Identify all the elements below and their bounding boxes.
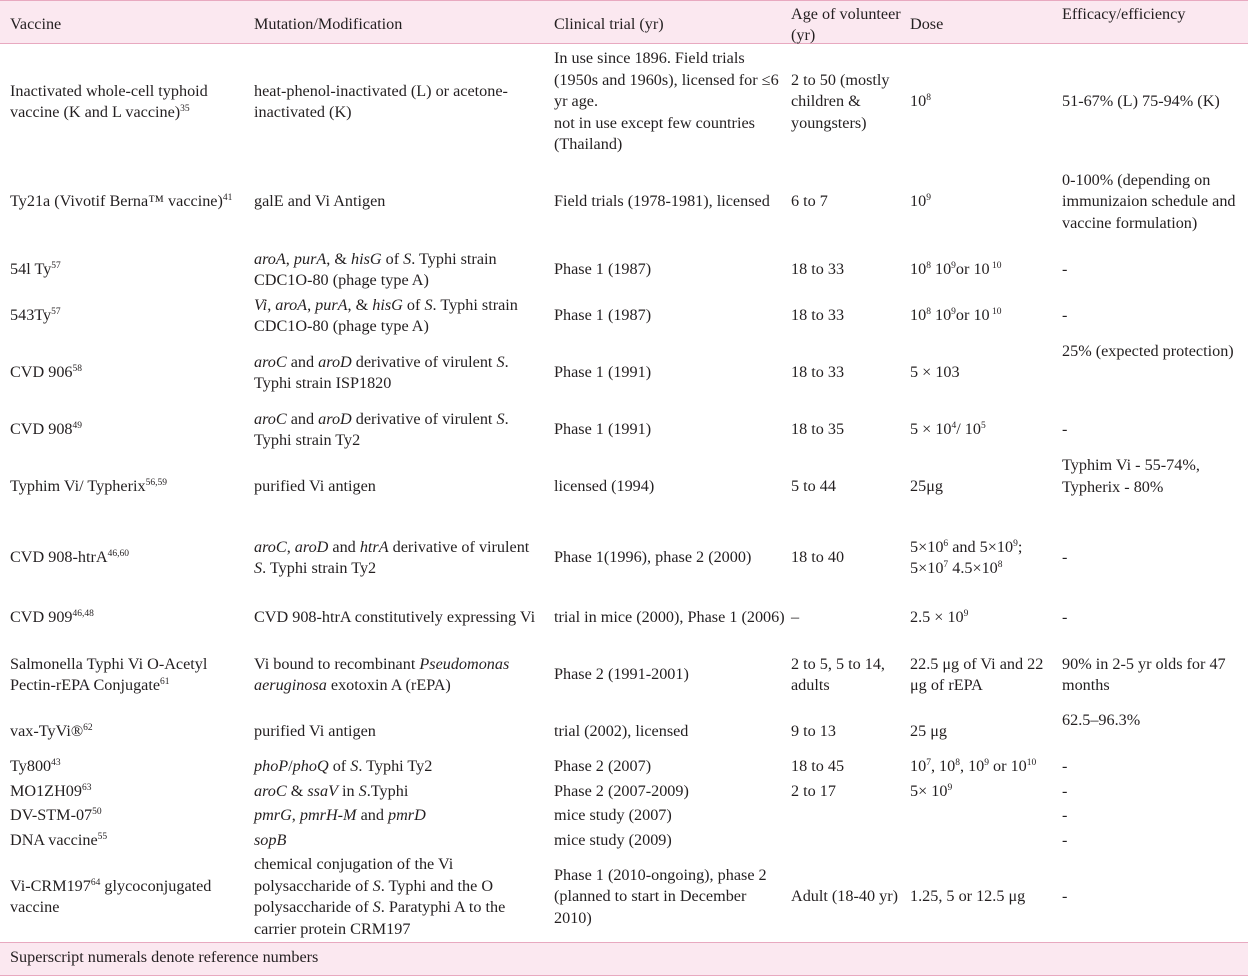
cell-efficacy: - xyxy=(1062,757,1068,775)
cell-trial: trial in mice (2000), Phase 1 (2006) xyxy=(554,608,785,626)
cell-mutation: purified Vi antigen xyxy=(254,477,376,495)
cell-dose: 25μg xyxy=(910,477,943,495)
cell-age: 18 to 33 xyxy=(791,363,845,381)
cell-dose: 1.25, 5 or 12.5 μg xyxy=(910,887,1026,905)
cell-trial: Phase 1 (1991) xyxy=(554,420,652,438)
cell-trial: In use since 1896. Field trials (1950s and 1960s), licensed for ≤6 yr age. not in use except few countries (Thailand) xyxy=(554,49,779,154)
cell-dose: $10^8$ xyxy=(910,92,931,110)
cell-efficacy: - xyxy=(1062,887,1068,905)
cell-trial: mice study (2009) xyxy=(554,831,672,849)
footnote-text: Superscript numerals denote reference numbers xyxy=(10,948,319,966)
cell-mutation: aroA, purA, & hisG of S. Typhi strain CDC1O-80 (phage type A) xyxy=(254,249,497,290)
cell-mutation: CVD 908-htrA constitutively expressing Vi xyxy=(254,608,536,626)
cell-efficacy: 62.5–96.3% xyxy=(1062,711,1141,729)
cell-age: 18 to 45 xyxy=(791,757,845,775)
cell-mutation: aroC, aroD and htrA derivative of virulent S. Typhi strain Ty2 xyxy=(254,537,530,578)
cell-mutation: sopB xyxy=(254,831,287,849)
cell-age: 2 to 50 (mostly children & youngsters) xyxy=(791,70,890,132)
cell-trial: Phase 2 (1991-2001) xyxy=(554,665,689,683)
cell-trial: Phase 1 (1987) xyxy=(554,306,652,324)
cell-trial: mice study (2007) xyxy=(554,806,672,824)
cell-age: 2 to 5, 5 to 14, adults xyxy=(791,654,885,695)
header-age: Age of volunteer (yr) xyxy=(791,5,901,44)
cell-vaccine: $Vi-CRM197^{64}$ glycoconjugated vaccine xyxy=(10,876,212,917)
cell-age: 9 to 13 xyxy=(791,722,836,740)
cell-vaccine: 543Ty$^{57}$ xyxy=(10,306,61,324)
cell-vaccine: Typhim Vi/ Typherix$^{56,59}$ xyxy=(10,477,167,495)
cell-mutation: aroC and aroD derivative of virulent S. Typhi strain Ty2 xyxy=(254,409,509,450)
cell-vaccine: CVD $906^{58}$ xyxy=(10,363,83,381)
cell-vaccine: vax-TyVi®$^{62}$ xyxy=(10,722,93,740)
cell-dose: 5 × 103 xyxy=(910,363,960,381)
header-dose: Dose xyxy=(910,15,944,33)
cell-efficacy: - xyxy=(1062,806,1068,824)
cell-dose: $10^8$ $10^9or$ 10 $^{10}$ xyxy=(910,260,1002,278)
cell-mutation: purified Vi antigen xyxy=(254,722,376,740)
cell-vaccine: DNA vaccine$^{55}$ xyxy=(10,831,108,849)
cell-efficacy: - xyxy=(1062,608,1068,626)
cell-mutation: chemical conjugation of the Vi polysaccharide of S. Typhi and the O polysaccharide of S. Paratyphi A to the carrier protein CRM197 xyxy=(254,855,506,938)
cell-dose: 25 μg xyxy=(910,722,948,740)
header-clinical-trial: Clinical trial (yr) xyxy=(554,15,664,33)
cell-age: 18 to 33 xyxy=(791,260,845,278)
cell-age: 6 to 7 xyxy=(791,192,828,210)
cell-age: Adult (18-40 yr) xyxy=(791,887,898,905)
cell-age: – xyxy=(791,608,800,626)
cell-efficacy: 0-100% (depending on immunizaion schedule and vaccine formulation) xyxy=(1062,170,1236,232)
cell-efficacy: - xyxy=(1062,420,1068,438)
cell-age: 5 to 44 xyxy=(791,477,836,495)
cell-age: 18 to 33 xyxy=(791,306,845,324)
cell-efficacy: - xyxy=(1062,782,1068,800)
cell-trial: Field trials (1978-1981), licensed xyxy=(554,192,770,210)
cell-dose: $10^8$ $10^9or$ 10 $^{10}$ xyxy=(910,306,1002,324)
cell-trial: Phase 2 (2007-2009) xyxy=(554,782,689,800)
cell-efficacy: 25% (expected protection) xyxy=(1062,342,1234,360)
cell-mutation: aroC and aroD derivative of virulent S. Typhi strain ISP1820 xyxy=(254,352,509,393)
cell-age: 2 to 17 xyxy=(791,782,836,800)
cell-vaccine: $MO1ZH09^{63}$ xyxy=(10,782,92,800)
cell-mutation: Vi bound to recombinant Pseudomonas aeruginosa exotoxin A (rEPA) xyxy=(254,654,510,695)
cell-efficacy: - xyxy=(1062,306,1068,324)
cell-vaccine: CVD 908-htrA$^{46,60}$ xyxy=(10,548,129,566)
cell-efficacy: Typhim Vi - 55-74%, Typherix - 80% xyxy=(1062,456,1200,496)
cell-trial: Phase 2 (2007) xyxy=(554,757,652,775)
cell-efficacy: 51-67% (L) 75-94% (K) xyxy=(1062,92,1220,110)
cell-mutation: pmrG, pmrH-M and pmrD xyxy=(254,806,426,824)
cell-trial: Phase 1 (1987) xyxy=(554,260,652,278)
cell-vaccine: $Ty800^{43}$ xyxy=(10,757,61,775)
cell-efficacy: - xyxy=(1062,548,1068,566)
table-header xyxy=(0,0,1248,44)
header-vaccine: Vaccine xyxy=(10,15,62,33)
cell-vaccine: Inactivated whole-cell typhoid vaccine (K and L vaccine)$^{35}$ xyxy=(10,81,208,122)
cell-vaccine: CVD 909$^{46,48}$ xyxy=(10,608,94,626)
cell-trial: Phase 1(1996), phase 2 (2000) xyxy=(554,548,752,566)
cell-age: 18 to 35 xyxy=(791,420,845,438)
cell-trial: licensed (1994) xyxy=(554,477,655,495)
cell-mutation: heat-phenol-inactivated (L) or acetone-inactivated (K) xyxy=(254,81,508,122)
header-mutation: Mutation/Modification xyxy=(254,15,403,33)
cell-dose: $10^7$, $10^8$, $10^9$ or $10^{10}$ xyxy=(910,757,1037,775)
cell-efficacy: 90% in 2-5 yr olds for 47 months xyxy=(1062,654,1226,695)
cell-vaccine: Ty21a (Vivotif Berna™ vaccine)$^{41}$ xyxy=(10,192,233,210)
cell-efficacy: - xyxy=(1062,831,1068,849)
cell-efficacy: - xyxy=(1062,260,1068,278)
cell-mutation: phoP/phoQ of S. Typhi Ty2 xyxy=(254,757,433,775)
cell-dose: $2.5 \times 10^9$ xyxy=(910,608,969,626)
cell-vaccine: CVD $908^{49}$ xyxy=(10,420,83,438)
cell-trial: trial (2002), licensed xyxy=(554,722,689,740)
cell-trial: Phase 1 (1991) xyxy=(554,363,652,381)
cell-trial: Phase 1 (2010-ongoing), phase 2 (planned to start in December 2010) xyxy=(554,865,767,927)
cell-age: 18 to 40 xyxy=(791,548,845,566)
cell-mutation: galE and Vi Antigen xyxy=(254,192,386,210)
cell-vaccine: $DV-STM-07^{50}$ xyxy=(10,806,102,824)
cell-dose: $10^9$ xyxy=(910,192,931,210)
cell-dose: $5 \times 10^4/$ $10^5$ xyxy=(910,420,986,438)
cell-vaccine: 54l Ty$^{57}$ xyxy=(10,260,61,278)
cell-mutation: aroC & ssaV in S.Typhi xyxy=(254,782,409,800)
cell-vaccine: Salmonella Typhi Vi O-Acetyl Pectin-rEPA Conjugate$^{61}$ xyxy=(10,654,208,695)
cell-dose: $5\times 10^6$ and $5\times 10^9$; $5\times 10^7$ $4.5\times 10^8$ xyxy=(910,537,1023,578)
cell-mutation: Vi, aroA, purA, & hisG of S. Typhi strain CDC1O-80 (phage type A) xyxy=(254,295,518,336)
cell-dose: $5\times 10^9$ xyxy=(910,782,953,800)
cell-dose: 22.5 μg of Vi and 22 μg of rEPA xyxy=(910,654,1044,695)
table-footnote xyxy=(0,942,1248,976)
header-efficacy: Efficacy/efficiency xyxy=(1062,5,1186,23)
